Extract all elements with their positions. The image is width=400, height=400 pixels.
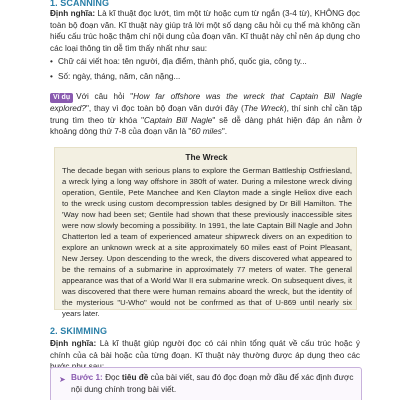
example-text: Với câu hỏi " — [76, 92, 134, 101]
example-question: How far offshore was the wreck that Captain Bill Nagle explored? — [50, 92, 363, 113]
scanning-definition — [50, 8, 360, 55]
step-1-text — [71, 372, 356, 396]
arrow-right-icon: ➤ — [59, 375, 66, 384]
bullet-text: Chữ cái viết hoa: tên người, địa điểm, thành phố, quốc gia, công ty... — [58, 57, 307, 66]
example-keyword: Captain Bill Nagle — [143, 115, 213, 125]
example-paragraph — [50, 91, 362, 138]
step-text: Đọc — [105, 373, 122, 382]
reading-passage-box — [54, 147, 357, 318]
bullet-dot-icon: • — [50, 57, 53, 66]
example-title: The Wreck — [243, 104, 284, 113]
passage-body: The decade began with serious plans to explore the German Battleship Ostfriesland, a wreck lying a long way offshore in 380ft of water. During a milestone wreck diving operation, Gentile, Pete Manchee and Ken Clayton made a single Heliox dive each to the wreck using custom decompression tables designed by Dr Bill Hamilton. The 'Way now had been set; Gentile had shown that these previously inaccessible sites were now slowly becoming a possibility. In 1991, the late Captain Bill Nagle and John Chatterton led a team of experienced amateur shipwreck divers on an expedition to explore an unknown wreck at a site approximately 60 miles east of Point Pleasant, New Jersey. Upon descending to the wreck, the divers discovered what appeared to be the remains of a submarine in approximately 77 meters of water. The general appearance was that of a World War II era submarine wreck. On subsequent dives, it was discovered that there were human remains aboard the wreck, but the identity of the mysterious "U-Who" would not be confrmed as that of U-869 until nearly six years later. — [62, 166, 352, 318]
example-tag: Ví dụ — [50, 93, 73, 103]
bullet-dot-icon: • — [50, 72, 53, 81]
example-text: " sẽ dễ dàng phát hiện đáp án nằm ở khoảng dòng thứ 7-8 của đoạn văn là " — [50, 115, 362, 137]
definition-label: Định nghĩa: — [50, 339, 97, 348]
example-text: ", thay vì đọc toàn bộ đoạn văn dưới đây ( — [85, 104, 244, 113]
definition-text: Là kĩ thuật đọc lướt, tìm một từ hoặc cụm từ ngắn (3-4 từ), KHÔNG đọc toàn bộ đoạn văn. Kĩ thuật này giúp trả lời một số dạng câu hỏi cụ thể mà không cần hiểu cấu trúc hoặc thậm chí nội dung của đoạn văn. Kĩ thuật này chỉ nên áp dụng cho các loại thông tin dễ tìm thấy nhất như sau: — [50, 9, 360, 53]
bullet-text: Số: ngày, tháng, năm, cân nặng... — [58, 72, 181, 81]
example-answer: 60 miles — [191, 127, 222, 137]
bullet-capital-letters — [50, 56, 358, 68]
section-heading-skimming: 2. SKIMMING — [50, 326, 108, 336]
passage-title: The Wreck — [185, 152, 228, 162]
bullet-numbers — [50, 71, 358, 83]
step-text: của bài viết, sau đó đọc đoạn mở đầu để xác định được nội dung chính trong bài viết. — [71, 373, 354, 394]
example-text: ". — [221, 127, 227, 137]
section-heading-scanning: 1. SCANNING — [50, 0, 110, 8]
step-1-box — [50, 367, 362, 400]
example-text: ), thí sinh chỉ cần tập trung tìm theo từ khóa " — [50, 104, 362, 125]
step-bold-keyword: tiêu đề — [121, 373, 149, 382]
step-label: Bước 1: — [71, 373, 103, 382]
definition-text: Là kĩ thuật giúp người đọc có cái nhìn tổng quát về cấu trúc hoặc ý chính của cả bài hoặc của từng đoạn. Kĩ thuật này thường được áp dụng theo các — [50, 339, 360, 360]
definition-label: Định nghĩa: — [50, 9, 96, 18]
